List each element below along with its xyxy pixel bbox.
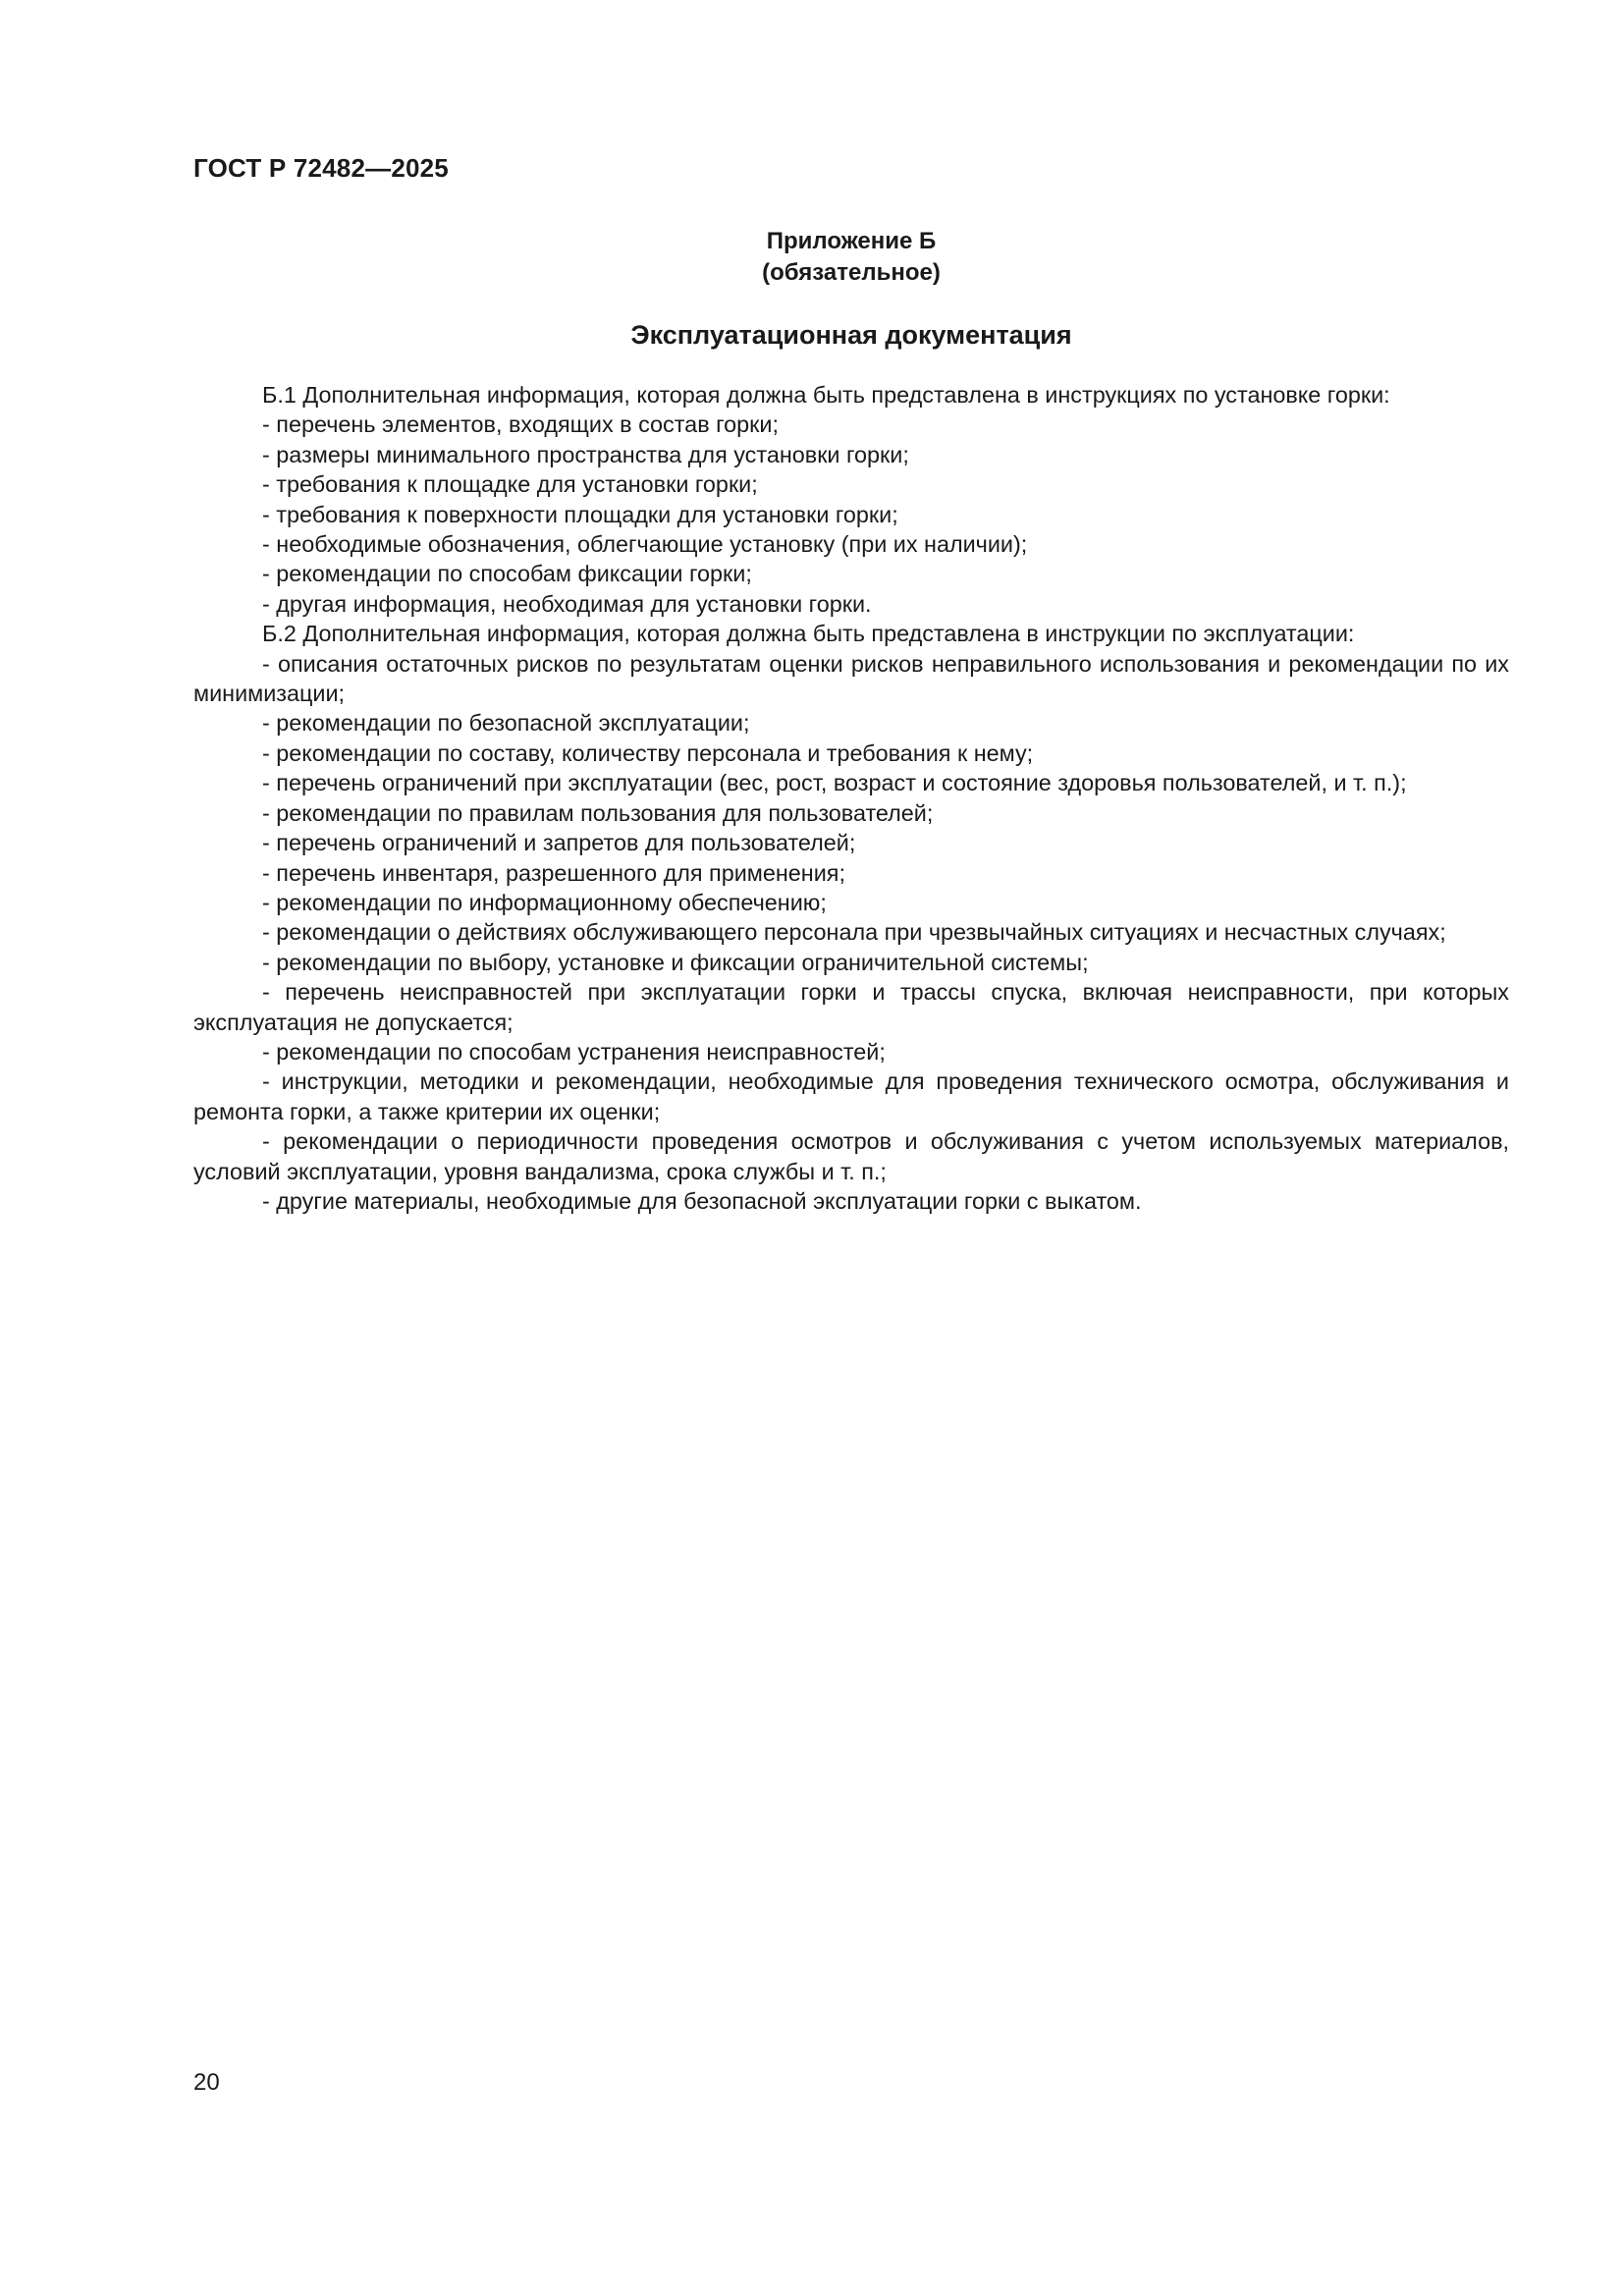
list-item: - рекомендации по способам фиксации горки; [262,561,752,587]
list-item: - перечень элементов, входящих в состав горки; [262,411,779,438]
list-item: - требования к площадке для установки горки; [262,471,758,498]
list-item: - размеры минимального пространства для установки горки; [262,441,909,467]
list-item: - перечень ограничений при эксплуатации (вес, рост, возраст и состояние здоровья пользователей, и т. п.); [262,770,1407,796]
list-item: - инструкции, методики и рекомендации, необходимые для проведения технического осмотра, обслуживания и ремонта горки, а также критерии их оценки; [193,1068,1509,1124]
list-item: - рекомендации по выбору, установке и фиксации ограничительной системы; [262,949,1089,975]
appendix-status: (обязательное) [762,259,941,286]
list-item: - требования к поверхности площадки для установки горки; [262,501,898,527]
list-item: - рекомендации о действиях обслуживающего персонала при чрезвычайных ситуациях и несчастных случаях; [262,919,1446,946]
paragraph-b1-intro: Б.1 Дополнительная информация, которая должна быть представлена в инструкциях по установке горки: [262,382,1390,408]
body-text [193,380,1509,1216]
list-item: - рекомендации о периодичности проведения осмотров и обслуживания с учетом используемых материалов, условий эксплуатации, уровня вандализма, срока службы и т. п.; [193,1128,1509,1184]
list-item: - необходимые обозначения, облегчающие установку (при их наличии); [262,531,1028,558]
appendix-heading [193,226,1509,289]
list-item: - другая информация, необходимая для установки горки. [262,590,872,617]
appendix-title: Приложение Б [766,228,937,254]
list-item: - рекомендации по правилам пользования для пользователей; [262,799,934,826]
list-item: - рекомендации по составу, количеству персонала и требования к нему; [262,739,1034,766]
section-title: Эксплуатационная документация [630,320,1072,350]
list-item: - рекомендации по способам устранения неисправностей; [262,1038,886,1065]
list-item: - рекомендации по информационному обеспечению; [262,889,827,915]
standard-id-header: ГОСТ Р 72482—2025 [193,153,449,183]
list-item: - другие материалы, необходимые для безопасной эксплуатации горки с выкатом. [262,1187,1142,1214]
page-number: 20 [193,2069,220,2096]
list-item: - рекомендации по безопасной эксплуатации; [262,710,750,737]
list-item: - перечень инвентаря, разрешенного для применения; [262,859,845,886]
list-item: - описания остаточных рисков по результатам оценки рисков неправильного использования и рекомендации по их минимизации; [193,650,1509,707]
list-item: - перечень ограничений и запретов для пользователей; [262,830,856,856]
paragraph-b2-intro: Б.2 Дополнительная информация, которая должна быть представлена в инструкции по эксплуатации: [262,621,1355,647]
list-item: - перечень неисправностей при эксплуатации горки и трассы спуска, включая неисправности, при которых эксплуатация не допускается; [193,979,1509,1035]
